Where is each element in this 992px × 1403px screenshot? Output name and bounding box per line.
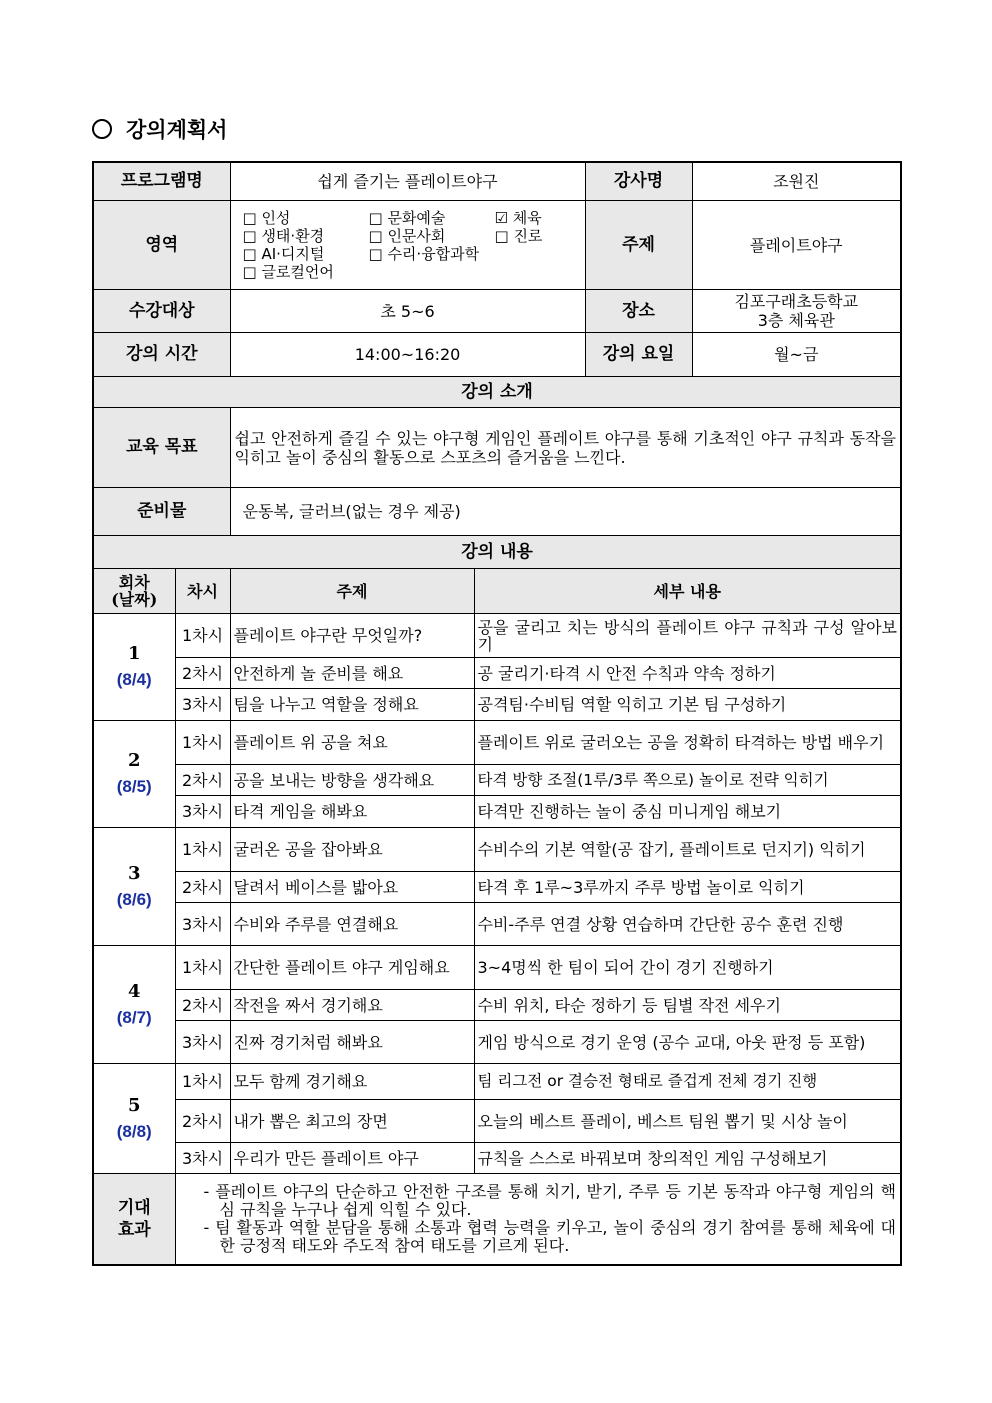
period-label: 1차시 xyxy=(175,1064,230,1100)
session-date: (8/5) xyxy=(116,777,152,796)
effects-label xyxy=(93,1174,175,1265)
goal-label: 교육 목표 xyxy=(93,408,230,488)
day-value: 월~금 xyxy=(774,345,819,364)
col-session-line2: (날짜) xyxy=(111,590,158,609)
period-label: 2차시 xyxy=(175,990,230,1021)
session-number: 2 xyxy=(127,750,141,771)
period-detail: 수비수의 기본 역할(공 잡기, 플레이트로 던지기) 익히기 xyxy=(474,828,901,872)
session-cell xyxy=(93,828,175,946)
day-label: 강의 요일 xyxy=(586,333,693,376)
session-cell xyxy=(93,721,175,828)
target-value: 초 5~6 xyxy=(230,290,585,333)
period-label: 1차시 xyxy=(175,614,230,658)
effects-label-line2: 효과 xyxy=(117,1219,151,1240)
period-topic: 플레이트 야구란 무엇일까? xyxy=(230,614,474,658)
period-label: 3차시 xyxy=(175,796,230,828)
period-label: 2차시 xyxy=(175,1100,230,1143)
lecture-plan-table xyxy=(92,161,902,1266)
period-detail: 공 굴리기·타격 시 안전 수칙과 약속 정하기 xyxy=(474,658,901,689)
place-label: 장소 xyxy=(586,290,693,332)
period-label: 1차시 xyxy=(175,721,230,765)
place-value-line1: 김포구래초등학교 xyxy=(734,292,859,311)
effect-item: - 팀 활동과 역할 분담을 통해 소통과 협력 능력을 키우고, 놀이 중심의 경기 참여를 통해 체육에 대한 긍정적 태도와 주도적 참여 태도를 기르게 된다. xyxy=(203,1217,897,1255)
document-title-text: 강의계획서 xyxy=(126,117,228,142)
period-label: 2차시 xyxy=(175,765,230,796)
content-section-header: 강의 내용 xyxy=(93,536,901,569)
area-checkbox: □ 생태·환경 xyxy=(242,227,325,245)
target-label: 수강대상 xyxy=(93,290,230,333)
intro-section-header: 강의 소개 xyxy=(93,377,901,408)
period-label: 1차시 xyxy=(175,946,230,990)
place-cell xyxy=(585,290,901,333)
effects-label-line1: 기대 xyxy=(117,1197,151,1218)
program-value: 쉽게 즐기는 플레이트야구 xyxy=(230,162,585,201)
goal-value: 쉽고 안전하게 즐길 수 있는 야구형 게임인 플레이트 야구를 통해 기초적인 야구 규칙과 동작을 익히고 놀이 중심의 활동으로 스포츠의 즐거움을 느낀다. xyxy=(230,408,901,488)
materials-label: 준비물 xyxy=(93,488,230,536)
period-topic: 굴러온 공을 잡아봐요 xyxy=(230,828,474,872)
session-cell xyxy=(93,946,175,1064)
period-detail: 공격팀·수비팀 역할 익히고 기본 팀 구성하기 xyxy=(474,689,901,721)
materials-value: 운동복, 글러브(없는 경우 제공) xyxy=(230,488,901,536)
period-detail: 타격 후 1루~3루까지 주루 방법 놀이로 익히기 xyxy=(474,872,901,903)
session-date: (8/6) xyxy=(116,889,152,909)
session-number: 5 xyxy=(127,1094,141,1116)
session-date: (8/7) xyxy=(116,1007,152,1027)
time-label: 강의 시간 xyxy=(93,333,230,377)
instructor-value: 조원진 xyxy=(773,172,820,191)
col-period-header: 차시 xyxy=(175,569,230,614)
period-label: 3차시 xyxy=(175,1143,230,1174)
area-checkbox: □ AI·디지털 xyxy=(242,245,325,263)
col-topic-header: 주제 xyxy=(230,569,474,614)
area-checkbox: □ 수리·융합과학 xyxy=(368,245,480,263)
area-checkbox: □ 문화예술 xyxy=(368,209,446,227)
col-session-line1: 회차 xyxy=(118,573,150,592)
session-cell xyxy=(93,1064,175,1174)
topic-value: 플레이트야구 xyxy=(749,235,843,255)
period-label: 2차시 xyxy=(175,658,230,689)
session-number: 3 xyxy=(127,862,141,884)
period-topic: 수비와 주루를 연결해요 xyxy=(230,903,474,946)
topic-label: 주제 xyxy=(586,201,693,289)
period-detail: 수비-주루 연결 상황 연습하며 간단한 공수 훈련 진행 xyxy=(474,903,901,946)
effect-item: - 플레이트 야구의 단순하고 안전한 구조를 통해 치기, 받기, 주루 등 기본 동작과 야구형 게임의 핵심 규칙을 누구나 쉽게 익힐 수 있다. xyxy=(203,1181,897,1219)
session-date: (8/8) xyxy=(116,1121,152,1141)
period-topic: 모두 함께 경기해요 xyxy=(230,1064,474,1100)
area-checkbox-checked: ☑ 체육 xyxy=(494,209,542,227)
period-topic: 우리가 만든 플레이트 야구 xyxy=(230,1143,474,1174)
period-label: 3차시 xyxy=(175,1021,230,1064)
topic-cell xyxy=(585,201,901,290)
area-label: 영역 xyxy=(93,201,230,290)
period-topic: 팀을 나누고 역할을 정해요 xyxy=(230,689,474,721)
period-detail: 3~4명씩 한 팀이 되어 간이 경기 진행하기 xyxy=(474,946,901,990)
period-topic: 간단한 플레이트 야구 게임해요 xyxy=(230,946,474,990)
instructor-label: 강사명 xyxy=(586,163,693,200)
session-number: 4 xyxy=(127,980,141,1002)
period-detail: 수비 위치, 타순 정하기 등 팀별 작전 세우기 xyxy=(474,990,901,1021)
period-label: 3차시 xyxy=(175,903,230,946)
period-detail: 오늘의 베스트 플레이, 베스트 팀원 뽑기 및 시상 놀이 xyxy=(474,1100,901,1143)
day-cell xyxy=(585,333,901,377)
period-topic: 작전을 짜서 경기해요 xyxy=(230,990,474,1021)
area-checkboxes xyxy=(230,201,585,290)
area-checkbox: □ 글로컬언어 xyxy=(242,263,334,281)
period-label: 2차시 xyxy=(175,872,230,903)
period-topic: 진짜 경기처럼 해봐요 xyxy=(230,1021,474,1064)
period-label: 3차시 xyxy=(175,689,230,721)
period-topic: 내가 뽑은 최고의 장면 xyxy=(230,1100,474,1143)
document-title xyxy=(92,114,227,144)
program-label: 프로그램명 xyxy=(93,162,230,201)
period-detail: 플레이트 위로 굴러오는 공을 정확히 타격하는 방법 배우기 xyxy=(474,721,901,765)
period-detail: 팀 리그전 or 결승전 형태로 즐겁게 전체 경기 진행 xyxy=(474,1064,901,1100)
period-topic: 공을 보내는 방향을 생각해요 xyxy=(230,765,474,796)
col-session-header xyxy=(93,569,175,614)
session-cell xyxy=(93,614,175,721)
area-checkbox: □ 인성 xyxy=(242,209,291,227)
period-topic: 플레이트 위 공을 쳐요 xyxy=(230,721,474,765)
circle-bullet-icon xyxy=(92,119,112,139)
period-detail: 타격 방향 조절(1루/3루 쪽으로) 놀이로 전략 익히기 xyxy=(474,765,901,796)
period-detail: 규칙을 스스로 바꿔보며 창의적인 게임 구성해보기 xyxy=(474,1143,901,1174)
session-number: 1 xyxy=(127,643,141,664)
instructor-cell xyxy=(585,162,901,201)
col-detail-header: 세부 내용 xyxy=(474,569,901,614)
area-checkbox: □ 인문사회 xyxy=(368,227,446,245)
session-date: (8/4) xyxy=(116,670,152,689)
period-topic: 타격 게임을 해봐요 xyxy=(230,796,474,828)
period-detail: 게임 방식으로 경기 운영 (공수 교대, 아웃 판정 등 포함) xyxy=(474,1021,901,1064)
time-value: 14:00~16:20 xyxy=(230,333,585,377)
place-value-line2: 3층 체육관 xyxy=(757,311,835,330)
period-detail: 타격만 진행하는 놀이 중심 미니게임 해보기 xyxy=(474,796,901,828)
period-topic: 안전하게 놀 준비를 해요 xyxy=(230,658,474,689)
period-detail: 공을 굴리고 치는 방식의 플레이트 야구 규칙과 구성 알아보기 xyxy=(474,614,901,658)
period-topic: 달려서 베이스를 밟아요 xyxy=(230,872,474,903)
period-label: 1차시 xyxy=(175,828,230,872)
effects-content xyxy=(175,1174,901,1265)
area-checkbox: □ 진로 xyxy=(494,227,543,245)
